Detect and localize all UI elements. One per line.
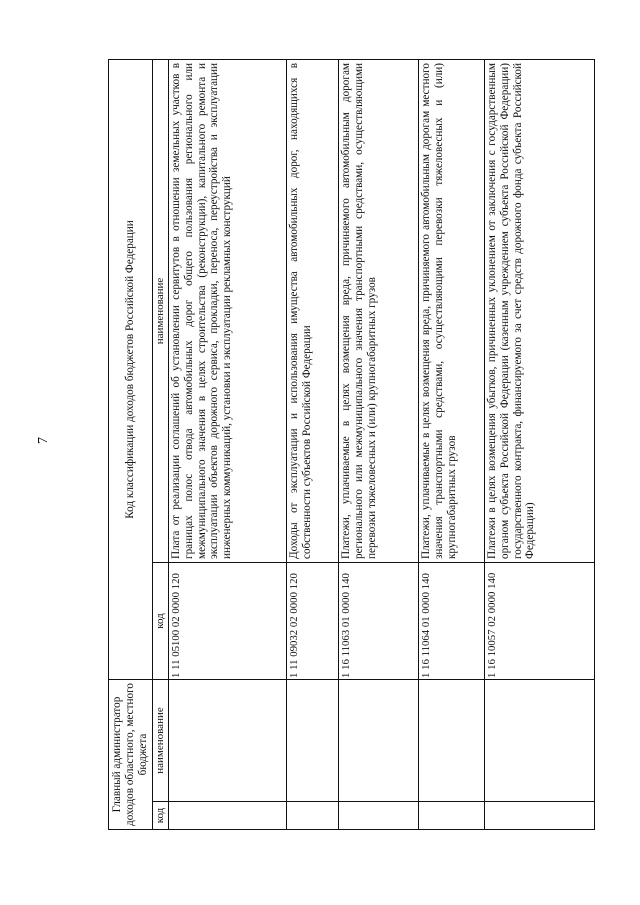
header-budget-code: код [153,563,169,680]
header-budget-group: Код классификации доходов бюджетов Российской Федерации [109,59,153,679]
row-admin-code [419,802,485,830]
table-row [287,59,339,829]
row-admin-name [419,680,485,802]
row-budget-name: Платежи в целях возмещения убытков, причиненных уклонением от заключения с государственным органом субъекта Российской Федерации (казенным учреждением субъекта Российской Федерации) государственного контракта, финансируемого за счет средств дорожного фонда субъекта Российской Федерации) [485,59,595,562]
table-header-row [109,59,153,829]
table-subheader-row [153,59,169,829]
table-row [419,59,485,829]
row-budget-name: Платежи, уплачиваемые в целях возмещения вреда, причиняемого автомобильным дорогам местного значения транспортными средствами, осуществляющими перевозки тяжеловесных и (или) крупногабаритных грузов [419,59,485,562]
income-classification-table [108,59,595,830]
row-admin-code [169,802,287,830]
table-row [169,59,287,829]
row-budget-code: 1 16 11064 01 0000 140 [419,563,485,680]
row-admin-name [169,680,287,802]
header-admin-name: наименование [153,680,169,802]
page-number: 7 [36,437,51,444]
row-budget-code: 1 16 10057 02 0000 140 [485,563,595,680]
row-budget-name: Плата от реализации соглашений об установлении сервитутов в отношении земельных участков в границах полос отвода автомобильных дорог общего пользования регионального или межмуниципального значения в целях строительства (реконструкции), капитального ремонта и эксплуатации объектов дорожного сервиса, прокладки, переноса, переустройства и эксплуатации инженерных коммуникаций, установки и эксплуатации рекламных конструкций [169,59,287,562]
row-admin-code [287,802,339,830]
row-admin-code [485,802,595,830]
row-budget-code: 1 11 09032 02 0000 120 [287,563,339,680]
row-admin-code [339,802,419,830]
table-row [485,59,595,829]
row-budget-name: Платежи, уплачиваемые в целях возмещения вреда, причиняемого автомобильным дорогам регионального или межмуниципального значения транспортными средствами, осуществляющими перевозки тяжеловесных и (или) крупногабаритных грузов [339,59,419,562]
table-row [339,59,419,829]
row-admin-name [287,680,339,802]
row-budget-name: Доходы от эксплуатации и использования имущества автомобильных дорог, находящихся в собственности субъектов Российской Федерации [287,59,339,562]
row-admin-name [485,680,595,802]
header-admin-group: Главный администратор доходов областного, местного бюджета [109,680,153,830]
row-budget-code: 1 16 11063 01 0000 140 [339,563,419,680]
row-budget-code: 1 11 05100 02 0000 120 [169,563,287,680]
header-admin-code: код [153,802,169,830]
header-budget-name: наименование [153,59,169,562]
row-admin-name [339,680,419,802]
